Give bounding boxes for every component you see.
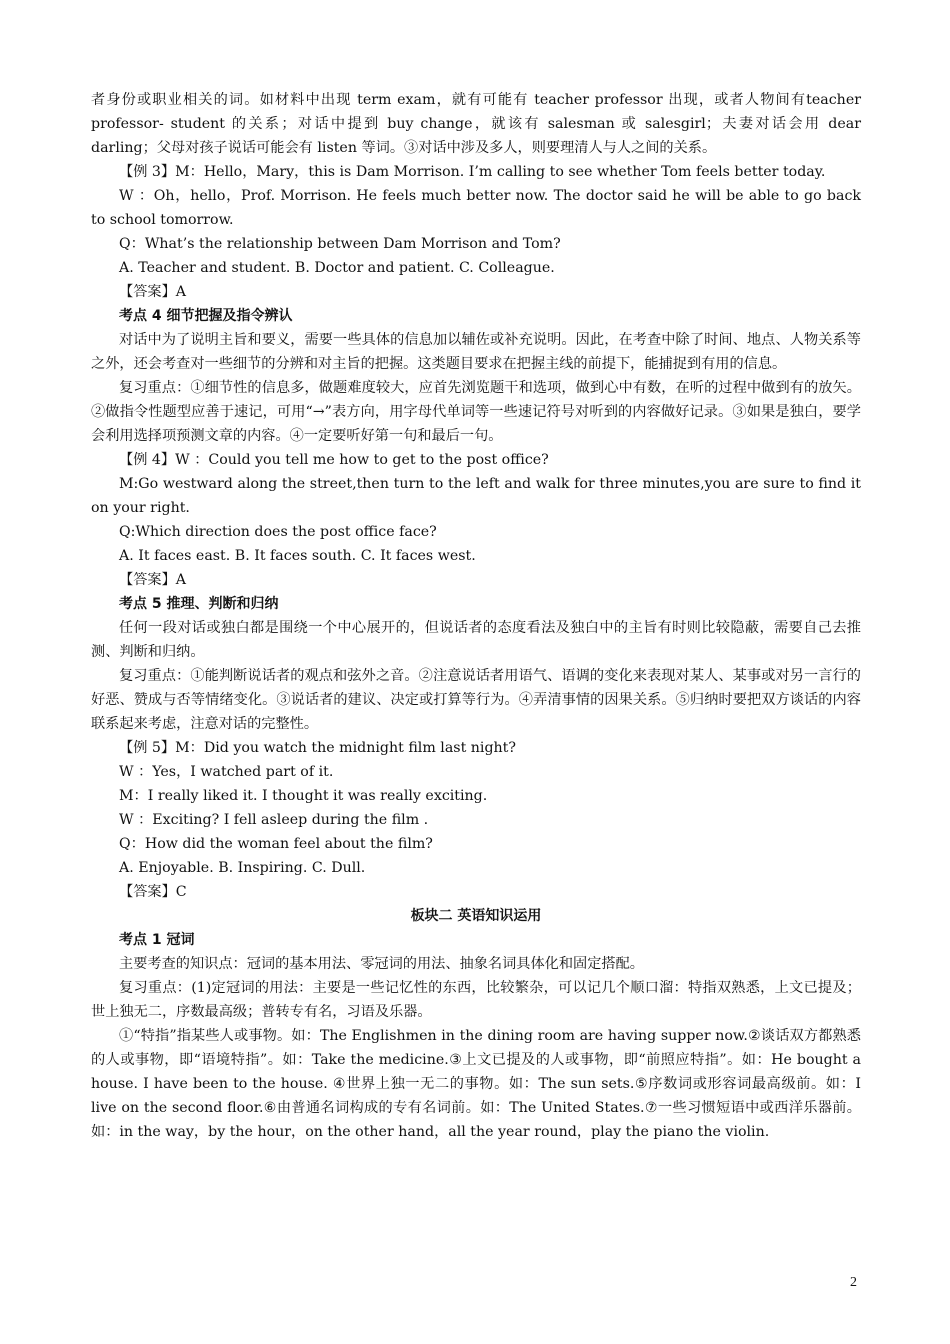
point-1-review: 复习重点：(1)定冠词的用法：主要是一些记忆性的东西，比较繁杂，可以记几个顺口溜：特指双熟悉，上文已提及；世上独无二，序数最高级；普转专有名，习语及乐器。 — [91, 980, 861, 1020]
point-1-intro: 主要考查的知识点：冠词的基本用法、零冠词的用法、抽象名词具体化和固定搭配。 — [119, 956, 644, 972]
point-5-intro: 任何一段对话或独白都是围绕一个中心展开的，但说话者的态度看法及独白中的主旨有时则比较隐蔽，需要自己去推测、判断和归纳。 — [91, 620, 861, 660]
example-3-question: Q：What’s the relationship between Dam Morrison and Tom? — [119, 236, 561, 252]
example-4-question: Q:Which direction does the post office face? — [119, 524, 437, 540]
example-3-answer: 【答案】A — [119, 284, 186, 300]
page-number: 2 — [850, 1275, 857, 1290]
example-4-answer: 【答案】A — [119, 572, 186, 588]
section-heading-point-4: 考点 4 细节把握及指令辨认 — [119, 308, 293, 324]
point-1-rules: ①“特指”指某些人或事物。如：The Englishmen in the dining room are having supper now.②谈话双方都熟悉的人或事物，即“语境特指”。如：Take the medicine.③上文已提及的人或事物，即“前照应特指”。如：He bought a house. I have been to the house. ④世界上独一无二的事物。如：The sun sets.⑤序数词或形容词最高级前。如：I live on the second floor.⑥由普通名词构成的专有名词前。如：The United States.⑦一些习惯短语中或西洋乐器前。如：in the way，by the hour，on the other hand，all the year round，play the piano the violin. — [91, 1028, 861, 1140]
example-3-woman: W ：Oh，hello，Prof. Morrison. He feels much better now. The doctor said he will be able to go back to school tomorrow. — [91, 188, 861, 228]
example-3-options: A. Teacher and student. B. Doctor and patient. C. Colleague. — [119, 260, 555, 276]
paragraph-relationship-hints: 者身份或职业相关的词。如材料中出现 term exam，就有可能有 teacher professor 出现，或者人物间有teacher professor- student 的关系；对话中提到 buy change，就该有 salesman 或 salesgirl；夫妻对话会用 dear darling；父母对孩子说话可能会有 listen 等词。③对话中涉及多人，则要理清人与人之间的关系。 — [91, 92, 861, 156]
point-4-intro: 对话中为了说明主旨和要义，需要一些具体的信息加以辅佐或补充说明。因此，在考查中除了时间、地点、人物关系等之外，还会考查对一些细节的分辨和对主旨的把握。这类题目要求在把握主线的前提下，能捕捉到有用的信息。 — [91, 332, 861, 372]
document-page — [91, 88, 861, 1144]
example-5-man-2: M：I really liked it. I thought it was really exciting. — [119, 788, 488, 804]
example-5-answer: 【答案】C — [119, 884, 187, 900]
point-4-review: 复习重点：①细节性的信息多，做题难度较大，应首先浏览题干和选项，做到心中有数，在听的过程中做到有的放矢。②做指令性题型应善于速记，可用“→”表方向，用字母代单词等一些速记符号对听到的内容做好记录。③如果是独白，要学会利用选择项预测文章的内容。④一定要听好第一句和最后一句。 — [91, 380, 861, 444]
section-heading-point-5: 考点 5 推理、判断和归纳 — [119, 596, 279, 612]
section-title-block-2: 板块二 英语知识运用 — [410, 908, 542, 924]
example-4-man: M:Go westward along the street,then turn to the left and walk for three minutes,you are sure to find it on your right. — [91, 476, 861, 516]
point-5-review: 复习重点：①能判断说话者的观点和弦外之音。②注意说话者用语气、语调的变化来表现对某人、某事或对另一言行的好恶、赞成与否等情绪变化。③说话者的建议、决定或打算等行为。④弄清事情的因果关系。⑤归纳时要把双方谈话的内容联系起来考虑，注意对话的完整性。 — [91, 668, 861, 732]
example-5-options: A. Enjoyable. B. Inspiring. C. Dull. — [119, 860, 366, 876]
example-4-options: A. It faces east. B. It faces south. C. It faces west. — [119, 548, 476, 564]
example-5-question: Q：How did the woman feel about the film? — [119, 836, 433, 852]
example-4-woman: 【例 4】W ：Could you tell me how to get to the post office? — [119, 452, 549, 468]
example-5-woman-2: W ：Exciting? I fell asleep during the film . — [119, 812, 429, 828]
example-3-man: 【例 3】M：Hello，Mary，this is Dam Morrison. I’m calling to see whether Tom feels better today. — [119, 164, 826, 180]
section-heading-point-1: 考点 1 冠词 — [119, 932, 195, 948]
example-5-man-1: 【例 5】M：Did you watch the midnight film last night? — [119, 740, 516, 756]
example-5-woman-1: W ：Yes，I watched part of it. — [119, 764, 334, 780]
